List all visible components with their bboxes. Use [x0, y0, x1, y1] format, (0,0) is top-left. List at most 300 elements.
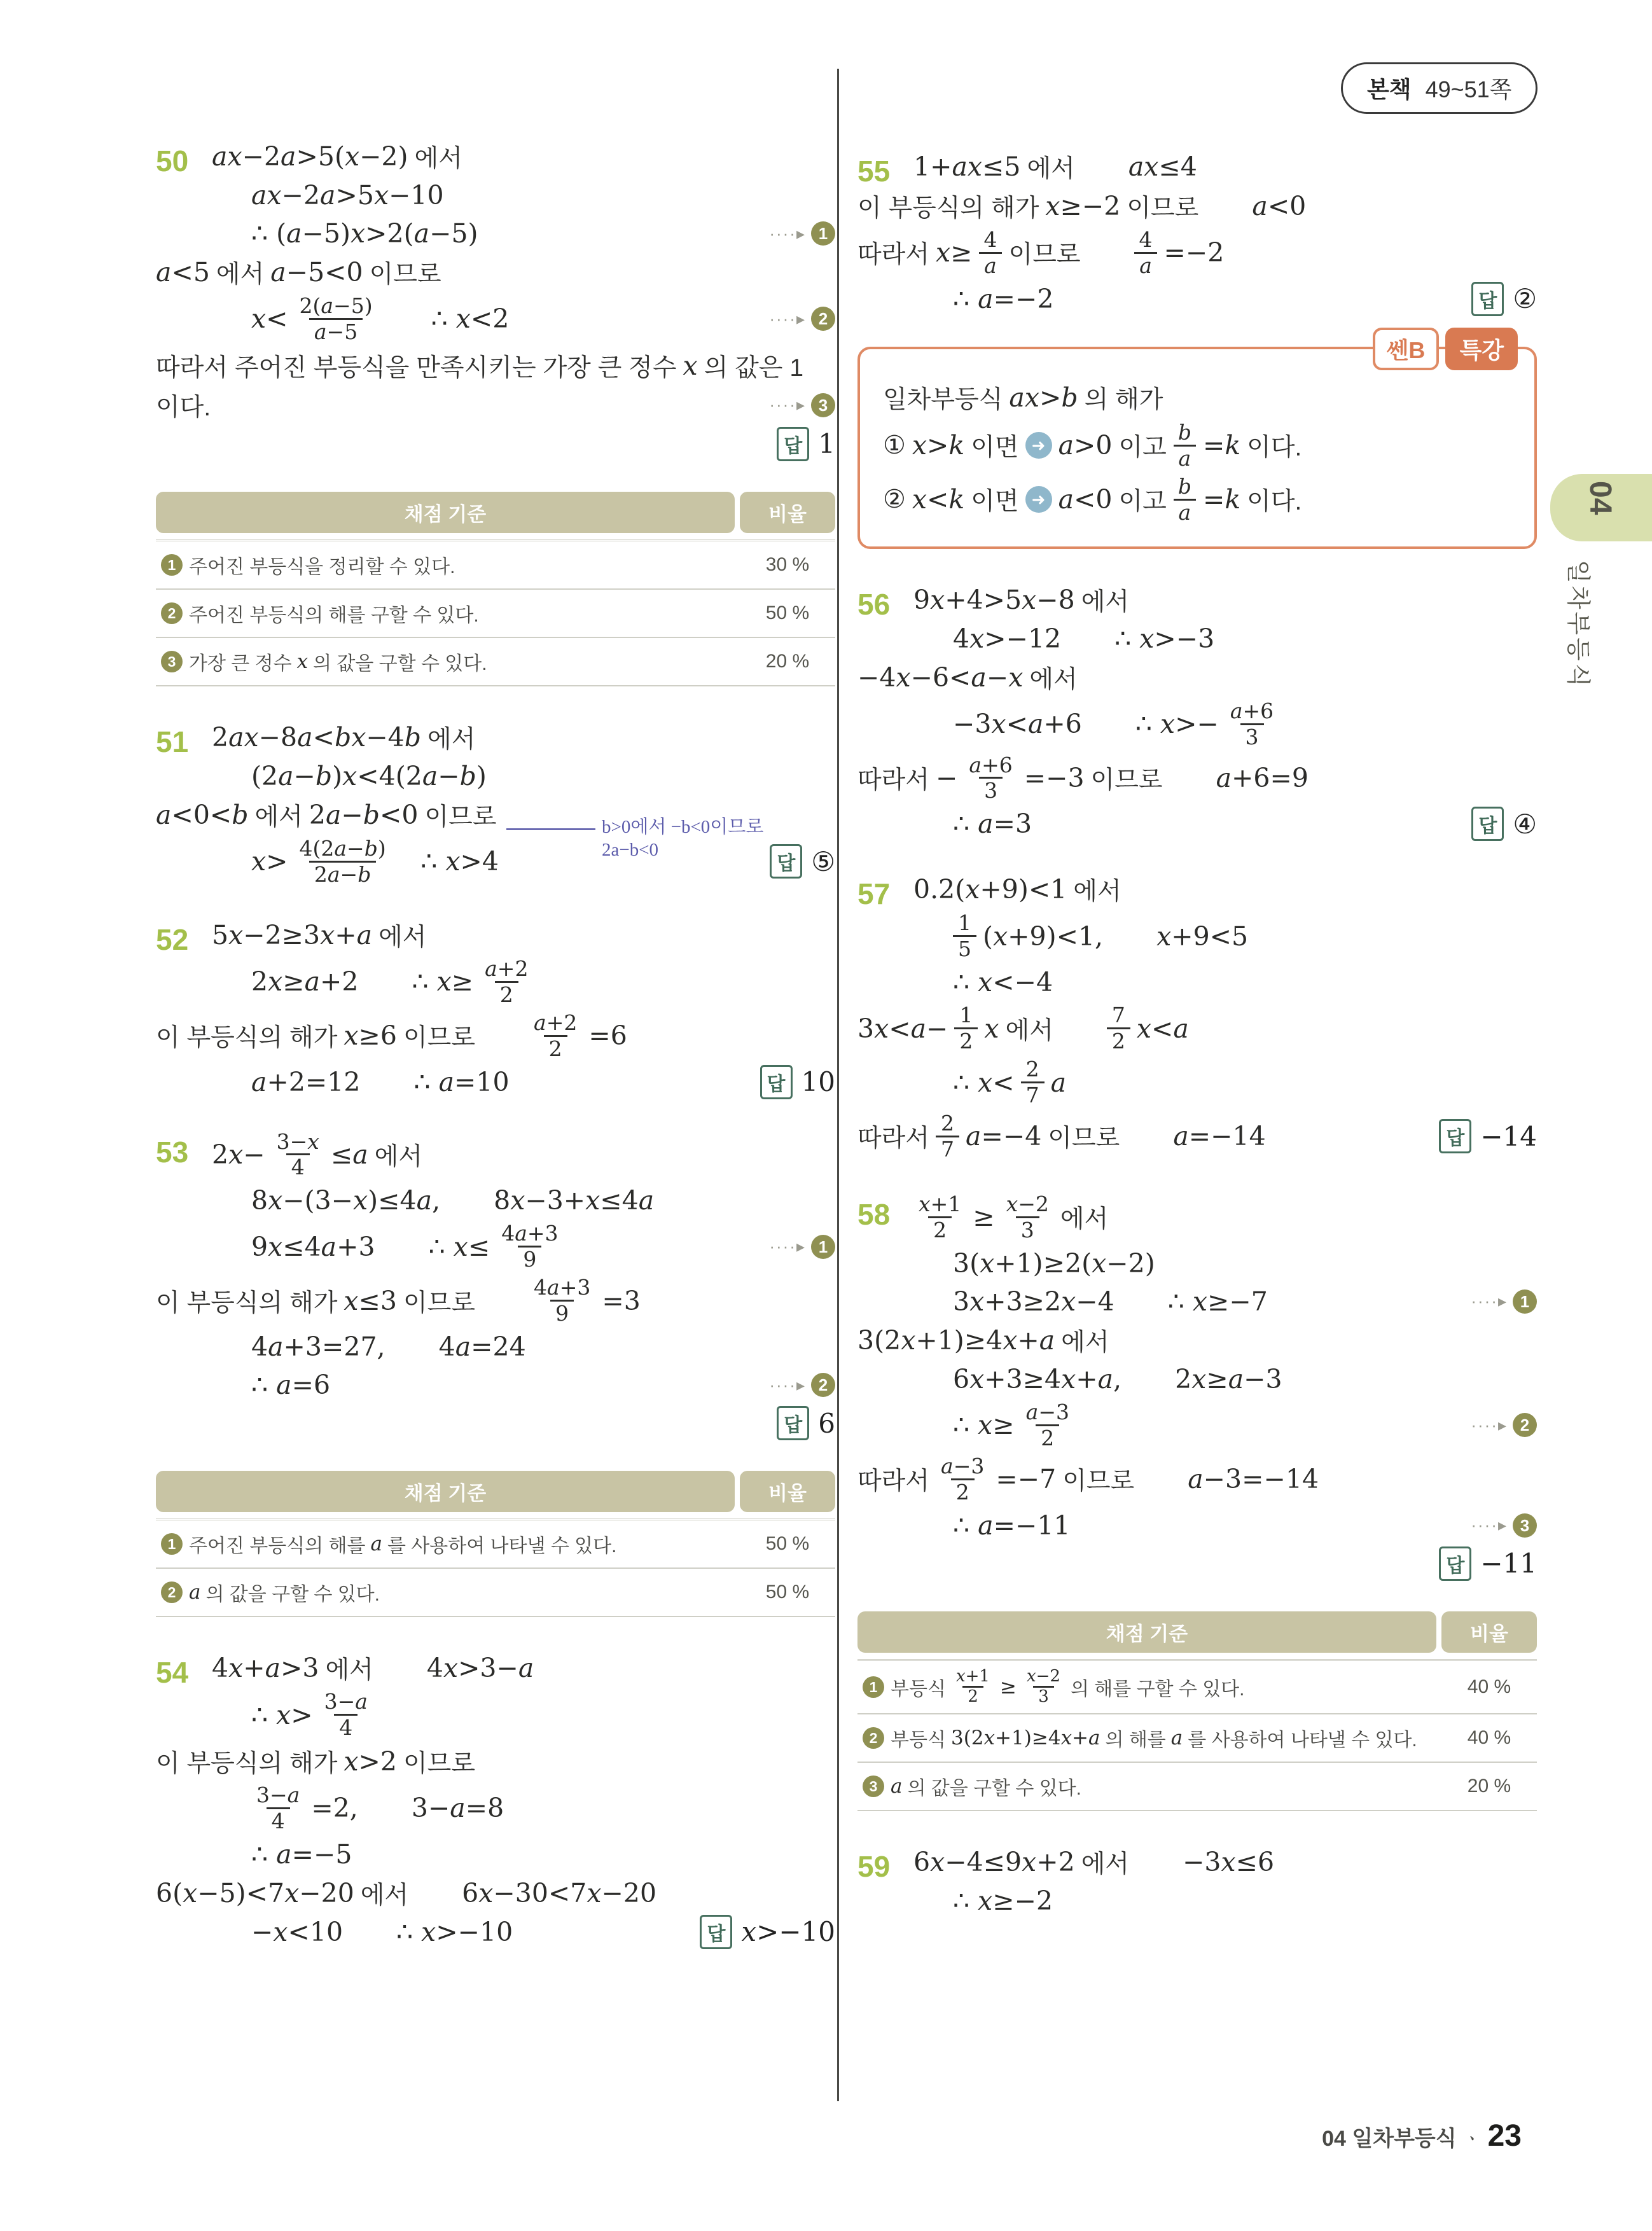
- criterion-number-circle: 1: [863, 1676, 884, 1698]
- problem-51: [156, 719, 835, 887]
- solution-line: [156, 917, 835, 953]
- criterion-ratio: 50 %: [765, 1533, 810, 1555]
- left-column: [156, 135, 835, 1980]
- criterion-number-circle: 3: [863, 1776, 884, 1797]
- fraction-denominator: 2: [544, 1035, 567, 1061]
- footer-chapter: 04 일차부등식: [1322, 2127, 1457, 2151]
- korean-text: 의 값은 1: [704, 354, 804, 382]
- circled-number: ①: [883, 431, 906, 461]
- math-expression: 6x−4≤9x+2: [913, 1847, 1075, 1878]
- answer: [700, 1915, 835, 1949]
- answer: [760, 1065, 835, 1099]
- fraction-numerator: a+2: [534, 1010, 578, 1035]
- korean-text: 에서: [1060, 1206, 1109, 1234]
- fraction: [251, 1783, 305, 1833]
- korean-text: 이므로: [424, 803, 497, 831]
- criterion-ratio: 50 %: [765, 602, 810, 623]
- solution-line: [156, 216, 835, 251]
- fraction: [294, 837, 391, 887]
- criterion-number-circle: 2: [161, 602, 183, 624]
- answer: [1471, 282, 1537, 316]
- solution-line: [156, 1330, 835, 1364]
- korean-text: 의 해를 구할 수 있다.: [1070, 1678, 1245, 1700]
- math-expression: =−3: [1024, 762, 1085, 793]
- grading-table-body: [156, 1519, 835, 1617]
- answer-label: 답: [1471, 807, 1504, 841]
- fraction-denominator: 3: [1016, 1216, 1039, 1242]
- fraction-numerator: b: [1177, 473, 1191, 499]
- step-marker-dots: ····▸: [1471, 1415, 1508, 1435]
- grading-table-header: [156, 492, 835, 533]
- answer-label: 답: [777, 1406, 809, 1440]
- math-expression: 4x>−12: [953, 623, 1062, 654]
- korean-text: 에서: [1081, 588, 1130, 616]
- math-expression: 2x−: [212, 1139, 265, 1170]
- fraction-denominator: a: [979, 252, 1002, 278]
- grading-table-header: [156, 1471, 835, 1512]
- math-expression: (x+9)<1,: [983, 921, 1104, 952]
- criterion-ratio: 20 %: [1467, 1776, 1511, 1797]
- solution-line: [857, 1246, 1537, 1281]
- korean-text: 이다.: [156, 393, 211, 421]
- math-expression: 9x+4>5x−8: [913, 584, 1075, 615]
- solution-line: [156, 1744, 835, 1779]
- table-row: [156, 638, 835, 686]
- math-expression: x≥−2: [1045, 191, 1121, 221]
- fraction: [529, 1275, 595, 1326]
- korean-text: 에서: [414, 145, 462, 172]
- step-marker-dots: ····▸: [1471, 1291, 1508, 1311]
- korean-text: 이므로: [1127, 195, 1199, 222]
- korean-text: 의 해를: [1105, 1730, 1166, 1751]
- step-number-circle: 1: [1513, 1289, 1537, 1314]
- criterion-number-circle: 3: [161, 651, 183, 672]
- arrow-right-icon: ➜: [1025, 432, 1052, 459]
- step-marker: [1471, 1413, 1537, 1437]
- fraction-denominator: 5: [953, 935, 976, 961]
- solution-line: [156, 759, 835, 793]
- problem-number: 59: [857, 1850, 891, 1884]
- math-expression: x>k: [912, 430, 965, 461]
- math-expression: a: [891, 1775, 903, 1798]
- fraction: [1001, 1192, 1054, 1242]
- teukgang-tab: 특강: [1445, 328, 1518, 370]
- fraction-numerator: 4: [1139, 227, 1153, 252]
- math-expression: 6(x−5)<7x−20: [156, 1877, 354, 1908]
- solution-line: [857, 582, 1537, 618]
- annotation-note: [506, 816, 763, 862]
- book-page-badge: [1341, 62, 1537, 114]
- fraction-denominator: 4: [334, 1714, 357, 1740]
- math-expression: ∴ x>−3: [1114, 623, 1215, 654]
- table-header-criteria: 채점 기준: [156, 1471, 735, 1512]
- fraction-numerator: 4a+3: [534, 1275, 591, 1300]
- page-footer: [0, 2118, 1522, 2153]
- math-expression: =−2: [1163, 237, 1225, 268]
- table-row: [156, 1569, 835, 1617]
- fraction-numerator: 3−a: [256, 1783, 300, 1807]
- fraction-numerator: 2: [941, 1111, 955, 1136]
- fraction: [1021, 1057, 1045, 1108]
- korean-text: 가장 큰 정수: [189, 653, 292, 674]
- fraction: [319, 1690, 373, 1740]
- solution-line: [156, 427, 835, 461]
- solution-line: [857, 1284, 1537, 1319]
- korean-text: 에서: [1061, 1328, 1109, 1356]
- fraction-numerator: 4(2a−b): [299, 835, 386, 861]
- fraction: [1134, 228, 1158, 278]
- criterion-number-circle: 2: [161, 1581, 183, 1603]
- solution-line: [883, 475, 1511, 525]
- solution-line: [857, 660, 1537, 695]
- table-row: [857, 1714, 1537, 1763]
- math-expression: a>0: [1058, 430, 1113, 461]
- fraction-numerator: 4a+3: [501, 1221, 559, 1246]
- korean-text: 이므로: [1008, 241, 1081, 269]
- answer-value: −11: [1480, 1548, 1537, 1579]
- fraction-numerator: a+6: [969, 752, 1013, 777]
- annotation-leader-line: [506, 828, 595, 830]
- korean-text: 의 값을 구할 수 있다.: [907, 1778, 1081, 1800]
- table-row: [156, 541, 835, 590]
- fraction-numerator: x+1: [919, 1191, 962, 1216]
- solution-line: [857, 1111, 1537, 1162]
- math-expression: ∴ x>−: [1135, 709, 1219, 740]
- criterion-number-circle: 1: [161, 554, 183, 576]
- math-expression: ∴ a=−5: [251, 1838, 352, 1870]
- math-expression: ∴ a=3: [953, 809, 1032, 840]
- fraction: [1225, 699, 1279, 749]
- math-expression: 3−a=8: [411, 1793, 504, 1824]
- fraction-numerator: 3−x: [276, 1129, 319, 1154]
- korean-text: 이므로: [1062, 1468, 1135, 1496]
- solution-line: [156, 1875, 835, 1911]
- step-marker-dots: ····▸: [1471, 1515, 1508, 1534]
- math-expression: 3x<a−: [857, 1013, 948, 1044]
- table-row: [857, 1763, 1537, 1811]
- problem-number: 58: [857, 1197, 891, 1231]
- fraction: [1022, 1667, 1065, 1707]
- solution-line: [857, 228, 1537, 278]
- solution-line: [156, 1130, 835, 1180]
- solution-line: [857, 1192, 1537, 1242]
- math-expression: ∴ a=6: [251, 1370, 331, 1401]
- math-expression: a<5: [156, 257, 210, 288]
- solution-line: [156, 1065, 835, 1099]
- math-expression: 2x≥a−3: [1175, 1363, 1282, 1394]
- step-marker-dots: ····▸: [769, 395, 806, 415]
- math-expression: ∴ x<−4: [953, 967, 1053, 998]
- fraction-denominator: 3: [1240, 723, 1264, 749]
- math-expression: a−3=−14: [1188, 1464, 1319, 1495]
- korean-text: 에서: [374, 1143, 423, 1171]
- korean-text: 따라서: [857, 1468, 930, 1496]
- korean-text: 부등식: [891, 1730, 946, 1751]
- problem-number: 55: [857, 155, 891, 188]
- math-expression: ax≤4: [1128, 151, 1197, 182]
- korean-text: 따라서: [857, 766, 930, 794]
- korean-text: 주어진 부등식을 정리할 수 있다.: [189, 556, 455, 578]
- math-expression: 2x≥a+2: [251, 966, 359, 997]
- korean-text: 이 부등식의 해가: [156, 1024, 338, 1052]
- solution-line: [156, 294, 835, 344]
- fraction-denominator: 9: [518, 1246, 541, 1272]
- korean-text: 의 해가: [1084, 386, 1163, 414]
- fraction-numerator: 1: [959, 1003, 973, 1028]
- fraction-denominator: 2a−b: [309, 861, 376, 887]
- criterion-number-circle: 2: [863, 1727, 884, 1749]
- grading-table-body: [857, 1659, 1537, 1812]
- fraction: [1173, 475, 1197, 525]
- math-expression: =k: [1202, 484, 1241, 515]
- math-expression: 6x−30<7x−20: [462, 1877, 657, 1908]
- answer: [777, 427, 835, 461]
- answer-value: ④: [1513, 808, 1537, 840]
- fraction: [1107, 1003, 1130, 1053]
- fraction: [936, 1454, 989, 1505]
- answer: [770, 844, 835, 879]
- solution-line: [156, 1406, 835, 1440]
- math-expression: −3x≤6: [1183, 1847, 1275, 1878]
- math-expression: ax−2a>5x−10: [251, 180, 444, 211]
- answer: [1471, 807, 1537, 841]
- problem-54: [156, 1650, 835, 1949]
- table-header-ratio: 비율: [1441, 1611, 1537, 1653]
- math-expression: x<k: [912, 484, 965, 515]
- fraction-numerator: b: [1177, 419, 1191, 445]
- math-expression: a=−4: [966, 1121, 1042, 1152]
- solution-line: [857, 807, 1537, 841]
- fraction-denominator: 3: [1033, 1686, 1054, 1707]
- solution-line: [156, 1221, 835, 1272]
- badge-pages: 49~51쪽: [1425, 76, 1512, 102]
- math-expression: ∴ a=−11: [953, 1510, 1071, 1541]
- korean-text: 이 부등식의 해가: [156, 1750, 338, 1777]
- solution-line: [857, 1323, 1537, 1358]
- step-marker: [769, 221, 835, 246]
- table-row: [156, 590, 835, 638]
- solution-line: [156, 1368, 835, 1402]
- math-expression: =−7: [996, 1464, 1057, 1495]
- answer-label: 답: [1471, 282, 1504, 316]
- fraction-denominator: 3: [979, 777, 1003, 803]
- math-expression: a<0: [1058, 484, 1113, 515]
- problem-52: [156, 917, 835, 1099]
- step-marker-dots: ····▸: [769, 1237, 806, 1256]
- math-expression: =2,: [311, 1793, 358, 1824]
- problem-number: 54: [156, 1656, 189, 1690]
- criterion-text: [189, 551, 740, 579]
- solution-line: [857, 699, 1537, 749]
- step-marker: [1471, 1289, 1537, 1314]
- math-expression: x: [683, 350, 698, 381]
- fraction-denominator: 2: [1036, 1424, 1059, 1450]
- problem-50: [156, 139, 835, 461]
- step-number-circle: 2: [811, 307, 835, 331]
- korean-text: 이므로: [403, 1750, 475, 1777]
- step-number-circle: 3: [811, 393, 835, 417]
- criterion-text: [891, 1667, 1441, 1707]
- fraction-denominator: 2: [962, 1686, 983, 1707]
- korean-text: 에서: [216, 261, 265, 288]
- math-expression: ∴ a=10: [413, 1066, 510, 1097]
- math-expression: x: [984, 1013, 999, 1044]
- math-expression: a<0: [1252, 191, 1307, 221]
- korean-text: 에서: [427, 725, 476, 753]
- solution-line: [857, 1454, 1537, 1505]
- math-expression: ∴ x>: [251, 1699, 313, 1730]
- math-expression: a=−14: [1173, 1121, 1266, 1152]
- math-expression: ∴ x>4: [420, 846, 499, 877]
- fraction-denominator: a: [1174, 499, 1197, 525]
- answer: [1439, 1119, 1537, 1153]
- solution-line: [156, 254, 835, 290]
- problem-59: [857, 1844, 1537, 1918]
- step-marker: [769, 393, 835, 417]
- math-expression: 2ax−8a<bx−4b: [212, 721, 422, 753]
- special-lecture-box: [857, 337, 1537, 549]
- math-expression: −3x<a+6: [953, 709, 1082, 740]
- solution-line: [156, 1690, 835, 1740]
- math-expression: 6x+3≥4x+a,: [953, 1363, 1122, 1394]
- answer-value: x>−10: [741, 1916, 835, 1948]
- answer-value: 10: [801, 1066, 835, 1097]
- fraction: [913, 1192, 966, 1242]
- fraction: [272, 1130, 324, 1180]
- math-expression: 8x−3+x≤4a: [494, 1185, 655, 1216]
- solution-line: [156, 719, 835, 755]
- fraction-numerator: a−3: [1025, 1399, 1069, 1424]
- fraction-numerator: x−2: [1006, 1191, 1049, 1216]
- table-row: [857, 1661, 1537, 1715]
- fraction: [936, 1111, 959, 1162]
- math-expression: a<0<b: [156, 799, 249, 830]
- math-expression: 3(2x+1)≥4x+a: [857, 1324, 1055, 1356]
- math-expression: −: [936, 762, 958, 793]
- math-expression: x≤3: [344, 1285, 397, 1316]
- fraction-denominator: 2: [928, 1216, 952, 1242]
- korean-text: 에서: [254, 803, 303, 831]
- fraction-denominator: a: [1134, 252, 1157, 278]
- solution-line: [857, 872, 1537, 907]
- math-expression: 3(x+1)≥2(x−2): [953, 1248, 1155, 1279]
- right-column: [857, 145, 1537, 1949]
- problem-number: 53: [156, 1135, 189, 1169]
- solution-line: [156, 139, 835, 174]
- solution-line: [156, 387, 835, 423]
- grading-table: [857, 1611, 1537, 1812]
- step-number-circle: 3: [1513, 1513, 1537, 1538]
- solution-line: [857, 149, 1537, 184]
- fraction-numerator: 7: [1111, 1003, 1125, 1028]
- problem-number: 57: [857, 877, 891, 911]
- fraction-numerator: x−2: [1026, 1667, 1060, 1686]
- fraction: [953, 911, 976, 961]
- korean-text: 주어진 부등식의 해를: [189, 1536, 366, 1557]
- answer-label: 답: [700, 1915, 732, 1949]
- criterion-number-circle: 1: [161, 1533, 183, 1555]
- fraction-numerator: 1: [958, 910, 971, 936]
- grading-table-body: [156, 539, 835, 686]
- solution-line: [857, 1508, 1537, 1543]
- math-expression: ∴ x≥−7: [1167, 1286, 1268, 1317]
- korean-text: 부등식: [891, 1678, 946, 1700]
- math-expression: x<: [251, 303, 288, 335]
- korean-text: 이 부등식의 해가: [857, 195, 1039, 222]
- solution-line: [156, 1837, 835, 1872]
- criterion-ratio: 40 %: [1467, 1727, 1511, 1749]
- step-marker: [769, 1373, 835, 1397]
- footer-separator: ㆍ: [1462, 2129, 1482, 2150]
- fraction-numerator: 2: [1025, 1057, 1039, 1082]
- fraction-denominator: 4: [267, 1807, 290, 1833]
- solution-line: [156, 178, 835, 212]
- solution-line: [857, 1546, 1537, 1581]
- fraction-denominator: a−5: [309, 318, 363, 344]
- fraction: [1021, 1400, 1074, 1450]
- step-marker: [769, 1235, 835, 1259]
- solution-line: [857, 622, 1537, 656]
- step-marker: [1471, 1513, 1537, 1538]
- chapter-number-vertical: 04: [1583, 481, 1617, 515]
- table-header-ratio: 비율: [740, 492, 835, 533]
- solution-line: [857, 1884, 1537, 1918]
- grading-table-header: [857, 1611, 1537, 1653]
- math-expression: a+6=9: [1216, 762, 1308, 793]
- math-expression: ∴ a=−2: [953, 283, 1054, 314]
- table-header-ratio: 비율: [740, 1471, 835, 1512]
- solution-line: [156, 1183, 835, 1218]
- fraction-denominator: 2: [495, 981, 518, 1007]
- footer-page-number: 23: [1487, 2119, 1522, 2153]
- fraction-denominator: a: [1174, 445, 1197, 471]
- badge-label: 본책: [1367, 76, 1412, 102]
- math-expression: ∴ (a−5)x>2(a−5): [251, 218, 478, 249]
- problem-number: 52: [156, 922, 189, 956]
- answer-label: 답: [760, 1065, 793, 1099]
- korean-text: 이다.: [1247, 434, 1302, 462]
- criterion-ratio: 40 %: [1467, 1676, 1511, 1697]
- math-expression: a+2=12: [251, 1066, 361, 1097]
- solution-line: [156, 348, 835, 384]
- table-header-criteria: 채점 기준: [156, 492, 735, 533]
- fraction-denominator: 9: [550, 1300, 574, 1326]
- korean-text: 따라서: [857, 1125, 930, 1153]
- answer-label: 답: [1439, 1119, 1471, 1153]
- step-marker-dots: ····▸: [769, 309, 806, 328]
- korean-text: 의 값을 구할 수 있다.: [313, 653, 487, 674]
- fraction: [496, 1221, 563, 1272]
- criterion-ratio: 50 %: [765, 1581, 810, 1603]
- solution-line: [156, 1915, 835, 1949]
- fraction: [951, 1667, 995, 1707]
- answer-label: 답: [777, 427, 809, 461]
- column-divider: [837, 69, 839, 2101]
- circled-number: ②: [883, 485, 906, 515]
- step-marker-dots: ····▸: [769, 1375, 806, 1394]
- fraction-denominator: 2: [954, 1027, 978, 1053]
- math-expression: x>2: [344, 1746, 397, 1777]
- ssen-b-tab: 쎈B: [1373, 328, 1440, 370]
- korean-text: 이고: [1118, 488, 1167, 516]
- solution-line: [857, 1362, 1537, 1396]
- step-number-circle: 1: [811, 1235, 835, 1259]
- math-expression: ≥: [999, 1675, 1017, 1699]
- math-expression: ∴ x>−10: [396, 1916, 513, 1947]
- fraction-denominator: 2: [1107, 1027, 1130, 1053]
- math-expression: 3x+3≥2x−4: [953, 1286, 1114, 1317]
- annotation-text: b>0에서 −b<0이므로 2a−b<0: [601, 817, 764, 861]
